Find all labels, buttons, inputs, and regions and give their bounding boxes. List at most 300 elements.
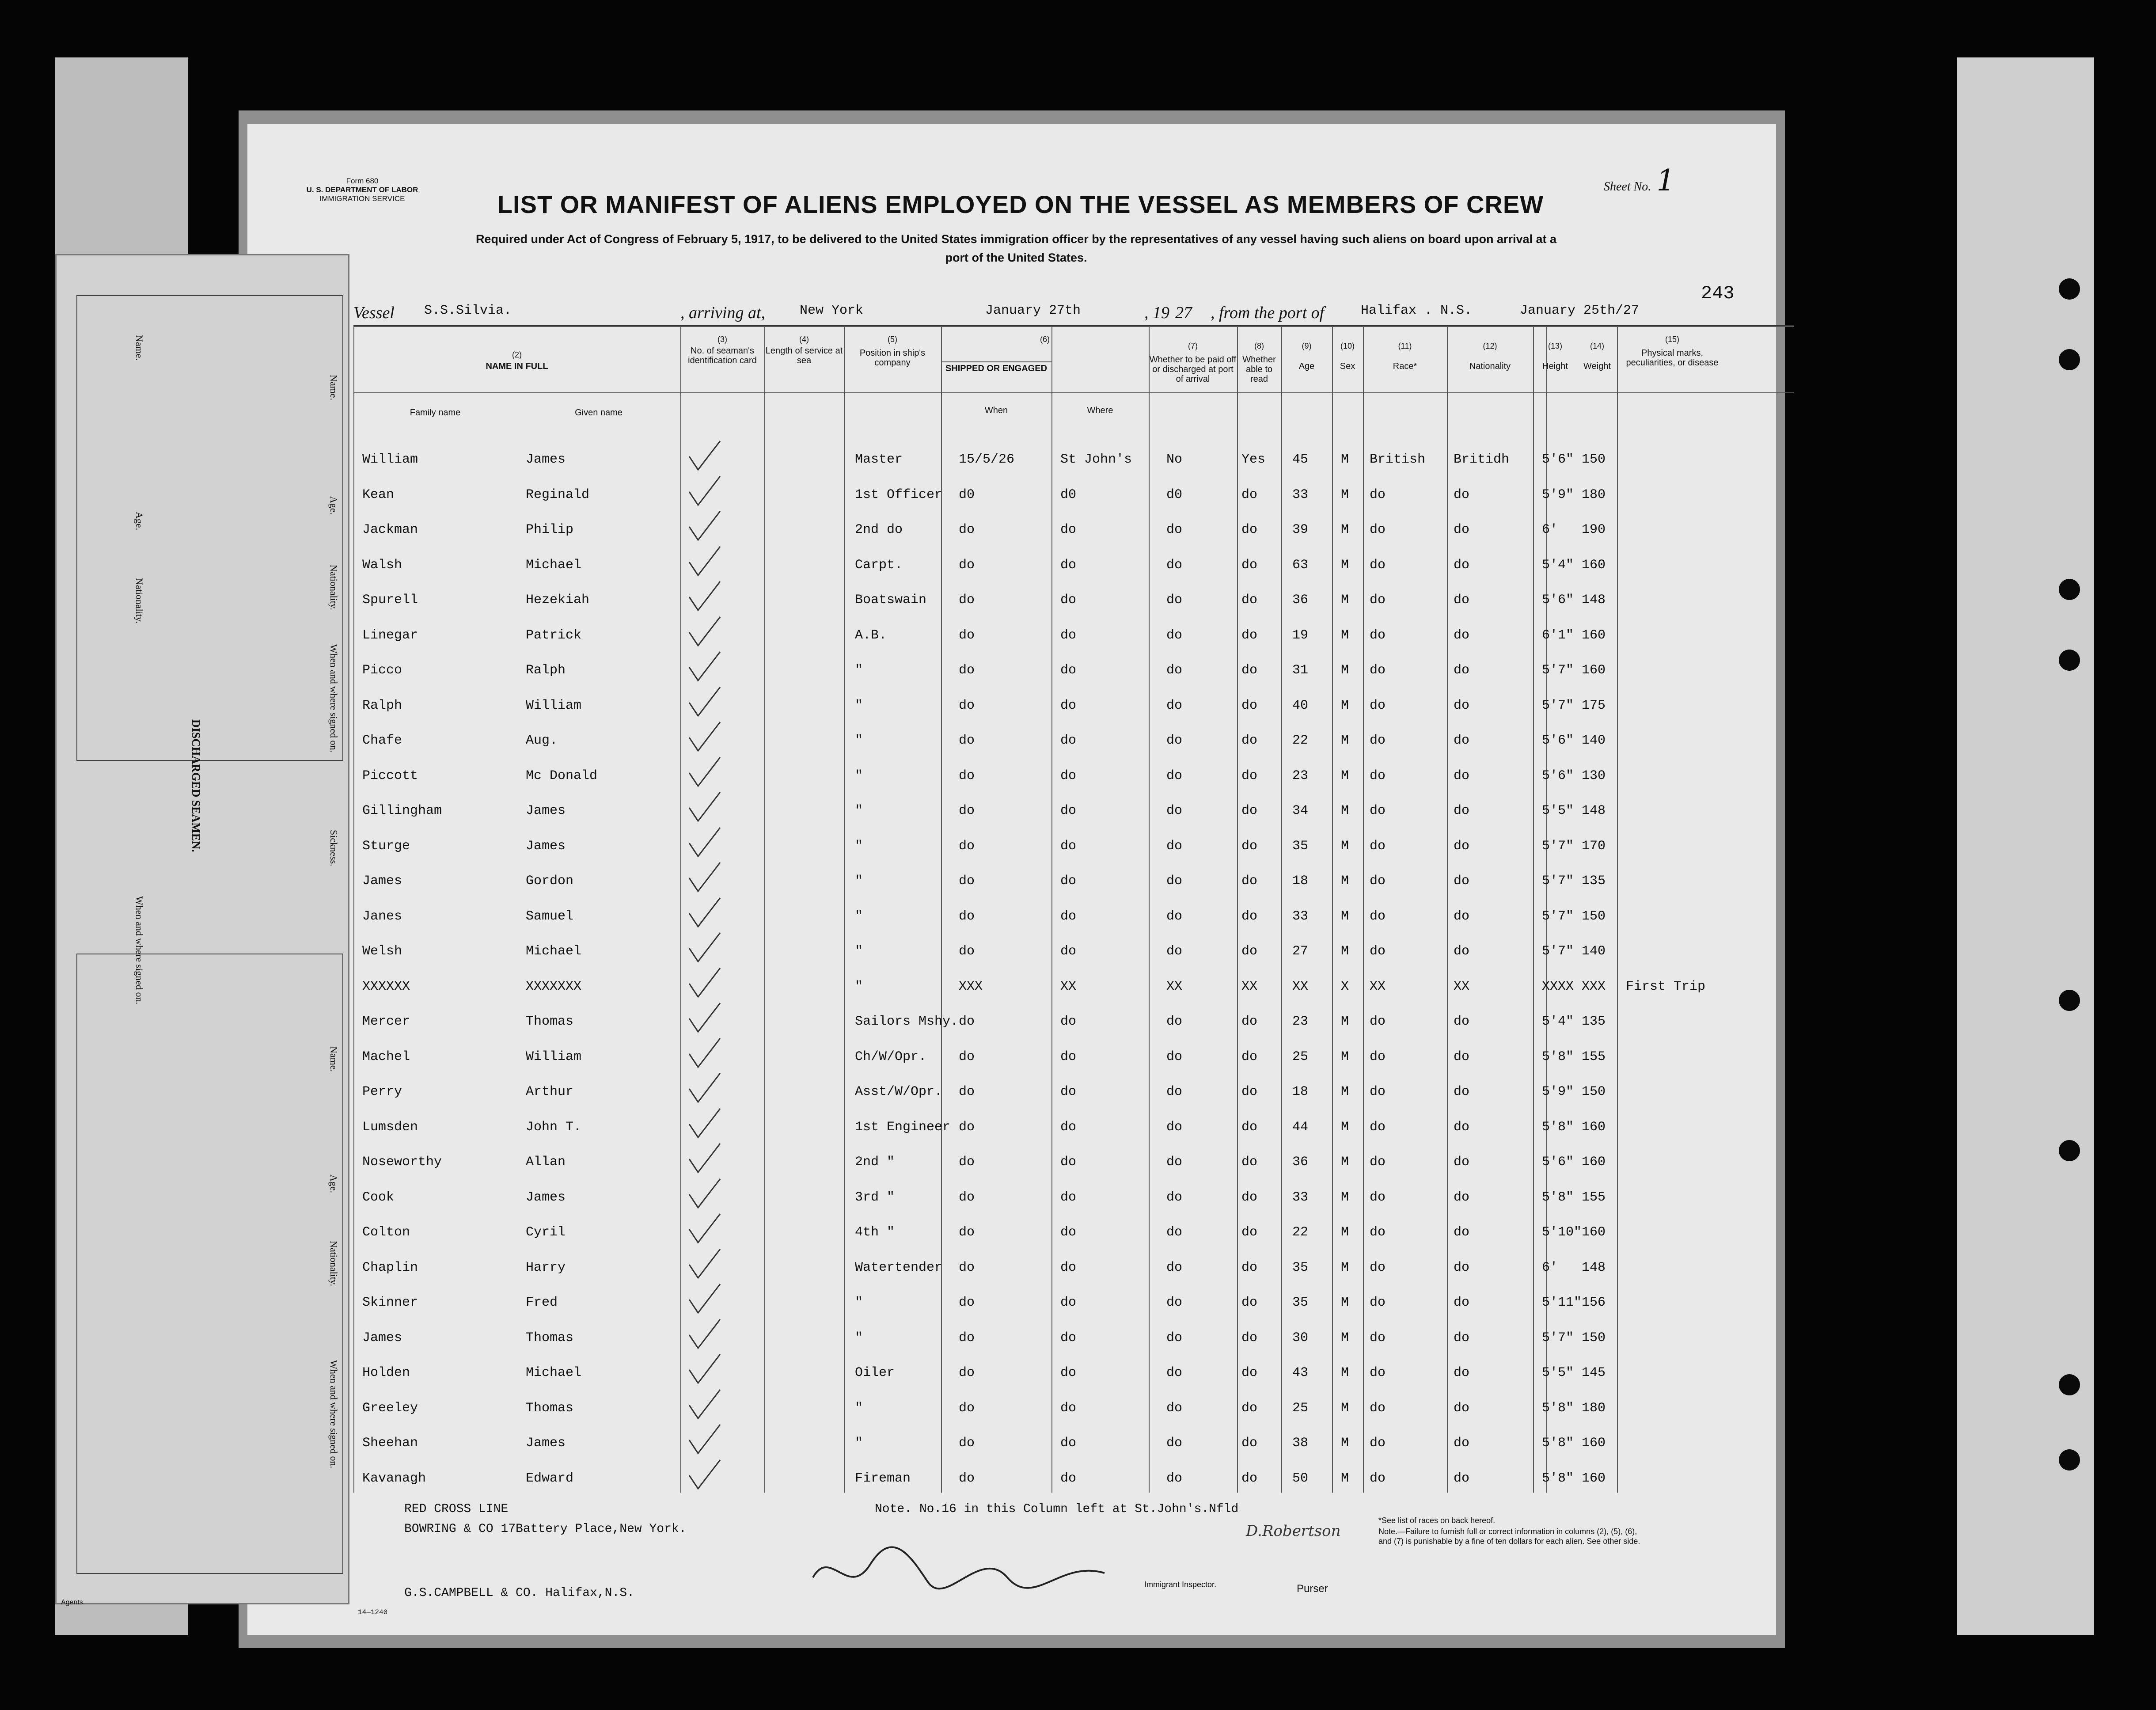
cell-weight: 180: [1582, 1400, 1606, 1416]
cell-family: XXXXXX: [362, 979, 410, 994]
cell-weight: 135: [1582, 1014, 1606, 1029]
binder-hole: [2059, 349, 2080, 370]
cell-race: do: [1370, 733, 1386, 748]
col11-number: (11): [1398, 342, 1412, 350]
cell-age: 35: [1292, 838, 1309, 854]
cell-age: 44: [1292, 1119, 1309, 1135]
cell-where: do: [1060, 1189, 1077, 1205]
cell-read: do: [1241, 768, 1258, 783]
cell-position: ": [855, 979, 863, 994]
cell-weight: 145: [1582, 1365, 1606, 1380]
cell-weight: 150: [1582, 452, 1606, 467]
cell-paid: do: [1166, 803, 1183, 818]
col-header-where: Where: [1087, 406, 1113, 415]
cell-where: do: [1060, 627, 1077, 643]
cell-sex: M: [1341, 1295, 1349, 1310]
col13-number: (13): [1548, 342, 1562, 350]
cell-sex: M: [1341, 908, 1349, 924]
cell-race: do: [1370, 1400, 1386, 1416]
cell-read: do: [1241, 1119, 1258, 1135]
cell-read: do: [1241, 874, 1258, 889]
cell-sex: M: [1341, 1471, 1349, 1486]
cell-weight: 180: [1582, 487, 1606, 502]
cell-where: do: [1060, 768, 1077, 783]
vessel-name: S.S.Silvia.: [424, 303, 512, 318]
cell-nationality: do: [1454, 1471, 1470, 1486]
cell-read: do: [1241, 698, 1258, 713]
cell-weight: 150: [1582, 1330, 1606, 1345]
col-header-marks: Physical marks, peculiarities, or disease: [1626, 348, 1719, 368]
cell-race: do: [1370, 663, 1386, 678]
cell-weight: 160: [1582, 627, 1606, 643]
cell-sex: M: [1341, 768, 1349, 783]
footnote-penalty: Note.—Failure to furnish full or correct information in columns (2), (5), (6), and (7) is punishable by a fine of ten dollars for each alien. See other side.: [1378, 1527, 1640, 1546]
cell-where: do: [1060, 1084, 1077, 1099]
cell-read: do: [1241, 1330, 1258, 1345]
cell-given: Mc Donald: [526, 768, 598, 783]
cell-paid: do: [1166, 663, 1183, 678]
purser-signature: D.Robertson: [1246, 1522, 1341, 1540]
cell-paid: do: [1166, 1471, 1183, 1486]
cell-race: do: [1370, 803, 1386, 818]
cell-sex: M: [1341, 944, 1349, 959]
cell-age: 23: [1292, 768, 1309, 783]
arriving-label: , arriving at,: [680, 304, 766, 322]
cell-where: do: [1060, 1400, 1077, 1416]
cell-age: 31: [1292, 663, 1309, 678]
cell-race: do: [1370, 487, 1386, 502]
cell-race: do: [1370, 1225, 1386, 1240]
cell-height: 5'6": [1542, 768, 1574, 783]
cell-race: do: [1370, 1155, 1386, 1170]
cell-given: Allan: [526, 1155, 566, 1170]
year-value: 27: [1175, 304, 1192, 322]
cell-sex: M: [1341, 1155, 1349, 1170]
flap-age-label: Age.: [134, 512, 145, 531]
cell-when: do: [959, 1365, 975, 1380]
cell-position: ": [855, 768, 863, 783]
cell-height: 5'9": [1542, 1084, 1574, 1099]
cell-height: 5'8": [1542, 1400, 1574, 1416]
flap-title: DISCHARGED SEAMEN.: [190, 719, 202, 852]
col12-number: (12): [1483, 342, 1497, 350]
cell-nationality: do: [1454, 733, 1470, 748]
cell-where: do: [1060, 593, 1077, 608]
cell-where: XX: [1060, 979, 1077, 994]
cell-paid: do: [1166, 1049, 1183, 1064]
cell-height: 5'8": [1542, 1049, 1574, 1064]
cell-when: do: [959, 874, 975, 889]
cell-read: do: [1241, 1436, 1258, 1451]
flap-when-where-label-2: When and where signed on.: [328, 644, 339, 752]
cell-position: ": [855, 908, 863, 924]
cell-sex: M: [1341, 1014, 1349, 1029]
col7-number: (7): [1188, 342, 1198, 350]
cell-given: Michael: [526, 944, 582, 959]
cell-sex: M: [1341, 522, 1349, 537]
cell-read: do: [1241, 1155, 1258, 1170]
cell-position: 4th ": [855, 1225, 895, 1240]
cell-when: do: [959, 1436, 975, 1451]
cell-nationality: do: [1454, 1260, 1470, 1275]
cell-read: do: [1241, 557, 1258, 573]
cell-position: 2nd ": [855, 1155, 895, 1170]
col4-number: (4): [799, 335, 809, 344]
cell-sex: M: [1341, 557, 1349, 573]
cell-height: 5'9": [1542, 487, 1574, 502]
cell-when: do: [959, 1295, 975, 1310]
cell-race: do: [1370, 522, 1386, 537]
col-header-race: Race*: [1393, 361, 1417, 371]
cell-read: do: [1241, 1365, 1258, 1380]
cell-nationality: do: [1454, 663, 1470, 678]
cell-paid: do: [1166, 1260, 1183, 1275]
cell-sex: M: [1341, 452, 1349, 467]
col5-number: (5): [888, 335, 897, 344]
flap-age-label-3: Age.: [328, 1174, 339, 1193]
cell-where: do: [1060, 557, 1077, 573]
cell-where: do: [1060, 874, 1077, 889]
cell-family: Picco: [362, 663, 402, 678]
cell-position: ": [855, 1400, 863, 1416]
cell-age: XX: [1292, 979, 1309, 994]
cell-height: XXXX: [1542, 979, 1574, 994]
cell-height: 5'6": [1542, 733, 1574, 748]
cell-paid: do: [1166, 1295, 1183, 1310]
cell-read: XX: [1241, 979, 1258, 994]
cell-weight: 160: [1582, 1119, 1606, 1135]
cell-age: 33: [1292, 908, 1309, 924]
cell-where: do: [1060, 1436, 1077, 1451]
cell-when: do: [959, 803, 975, 818]
cell-family: Colton: [362, 1225, 410, 1240]
cell-weight: 175: [1582, 698, 1606, 713]
col-header-position: Position in ship's company: [859, 348, 926, 368]
col6-number: (6): [1040, 335, 1050, 344]
cell-given: Arthur: [526, 1084, 574, 1099]
cell-height: 6'1": [1542, 627, 1574, 643]
cell-weight: XXX: [1582, 979, 1606, 994]
cell-given: James: [526, 838, 566, 854]
cell-family: Sheehan: [362, 1436, 418, 1451]
cell-when: do: [959, 1330, 975, 1345]
cell-where: do: [1060, 1119, 1077, 1135]
cell-position: ": [855, 698, 863, 713]
cell-height: 5'6": [1542, 1155, 1574, 1170]
cell-weight: 148: [1582, 593, 1606, 608]
inspector-label: Immigrant Inspector.: [1144, 1580, 1217, 1589]
cell-family: Cook: [362, 1189, 395, 1205]
cell-read: do: [1241, 1049, 1258, 1064]
cell-race: do: [1370, 1471, 1386, 1486]
cell-where: do: [1060, 1471, 1077, 1486]
col-header-given: Given name: [575, 408, 623, 418]
col-header-read: Whether able to read: [1242, 355, 1276, 384]
cell-position: Watertender: [855, 1260, 943, 1275]
col-header-when: When: [984, 406, 1008, 415]
cell-sex: M: [1341, 1330, 1349, 1345]
cell-when: do: [959, 1189, 975, 1205]
cell-height: 5'8": [1542, 1119, 1574, 1135]
cell-sex: M: [1341, 733, 1349, 748]
cell-height: 5'8": [1542, 1436, 1574, 1451]
cell-position: ": [855, 733, 863, 748]
cell-read: do: [1241, 1014, 1258, 1029]
cell-read: do: [1241, 663, 1258, 678]
cell-nationality: do: [1454, 874, 1470, 889]
cell-where: do: [1060, 1365, 1077, 1380]
cell-when: do: [959, 1014, 975, 1029]
cell-height: 5'5": [1542, 803, 1574, 818]
col-header-height: Height: [1542, 361, 1568, 371]
cell-sex: M: [1341, 487, 1349, 502]
cell-position: ": [855, 1436, 863, 1451]
cell-height: 5'7": [1542, 698, 1574, 713]
cell-paid: do: [1166, 1225, 1183, 1240]
cell-family: Sturge: [362, 838, 410, 854]
cell-when: do: [959, 663, 975, 678]
cell-race: do: [1370, 1119, 1386, 1135]
agents-label: Agents.: [61, 1599, 85, 1606]
cell-when: do: [959, 768, 975, 783]
cell-race: do: [1370, 627, 1386, 643]
cell-nationality: do: [1454, 803, 1470, 818]
cell-race: do: [1370, 593, 1386, 608]
cell-family: William: [362, 452, 418, 467]
flap-age-label-2: Age.: [328, 496, 339, 515]
col-header-sex: Sex: [1340, 361, 1355, 371]
vessel-line: [353, 300, 1723, 327]
cell-paid: do: [1166, 1155, 1183, 1170]
cell-family: Chaplin: [362, 1260, 418, 1275]
cell-race: do: [1370, 1365, 1386, 1380]
cell-race: do: [1370, 1330, 1386, 1345]
cell-given: Patrick: [526, 627, 582, 643]
flap-when-where-label-3: When and where signed on.: [328, 1360, 339, 1468]
cell-position: Boatswain: [855, 593, 927, 608]
cell-paid: do: [1166, 1330, 1183, 1345]
cell-position: Ch/W/Opr.: [855, 1049, 927, 1064]
col-header-shipped: SHIPPED OR ENGAGED: [945, 364, 1048, 373]
flap-name-label: Name.: [134, 335, 145, 361]
cell-when: do: [959, 557, 975, 573]
flap-when-where-label: When and where signed on.: [134, 896, 145, 1004]
line-name: RED CROSS LINE: [404, 1502, 509, 1516]
cell-height: 5'5": [1542, 1365, 1574, 1380]
agent-halifax: G.S.CAMPBELL & CO. Halifax,N.S.: [404, 1586, 634, 1600]
cell-sex: M: [1341, 627, 1349, 643]
cell-sex: M: [1341, 593, 1349, 608]
cell-read: do: [1241, 627, 1258, 643]
cell-sex: M: [1341, 1084, 1349, 1099]
cell-sex: M: [1341, 1189, 1349, 1205]
cell-race: do: [1370, 768, 1386, 783]
cell-when: do: [959, 627, 975, 643]
year-label: , 19: [1144, 304, 1169, 322]
cell-weight: 155: [1582, 1189, 1606, 1205]
cell-nationality: do: [1454, 768, 1470, 783]
cell-when: do: [959, 593, 975, 608]
cell-weight: 150: [1582, 1084, 1606, 1099]
cell-paid: do: [1166, 627, 1183, 643]
cell-paid: d0: [1166, 487, 1183, 502]
cell-nationality: do: [1454, 908, 1470, 924]
cell-age: 40: [1292, 698, 1309, 713]
cell-given: Thomas: [526, 1400, 574, 1416]
cell-weight: 148: [1582, 803, 1606, 818]
cell-family: Welsh: [362, 944, 402, 959]
cell-height: 5'4": [1542, 1014, 1574, 1029]
cell-read: do: [1241, 838, 1258, 854]
page-title: LIST OR MANIFEST OF ALIENS EMPLOYED ON THE VESSEL AS MEMBERS OF CREW: [497, 190, 1544, 218]
cell-age: 25: [1292, 1049, 1309, 1064]
cell-position: 2nd do: [855, 522, 903, 537]
cell-nationality: do: [1454, 698, 1470, 713]
cell-age: 50: [1292, 1471, 1309, 1486]
cell-family: Kean: [362, 487, 395, 502]
cell-position: Asst/W/Opr.: [855, 1084, 943, 1099]
cell-paid: XX: [1166, 979, 1183, 994]
cell-position: Carpt.: [855, 557, 903, 573]
cell-paid: do: [1166, 1189, 1183, 1205]
cell-when: do: [959, 733, 975, 748]
flap-nationality-label-3: Nationality.: [328, 1241, 339, 1287]
cell-sex: M: [1341, 1225, 1349, 1240]
cell-given: Fred: [526, 1295, 558, 1310]
col-header-name: NAME IN FULL: [486, 361, 548, 371]
cell-position: Sailors Mshy.: [855, 1014, 959, 1029]
cell-weight: 170: [1582, 838, 1606, 854]
cell-family: Linegar: [362, 627, 418, 643]
cell-nationality: do: [1454, 838, 1470, 854]
cell-nationality: do: [1454, 1295, 1470, 1310]
cell-sex: M: [1341, 1400, 1349, 1416]
cell-family: Greeley: [362, 1400, 418, 1416]
cell-where: St John's: [1060, 452, 1132, 467]
cell-race: do: [1370, 1436, 1386, 1451]
cell-race: do: [1370, 874, 1386, 889]
cell-age: 33: [1292, 487, 1309, 502]
cell-when: do: [959, 1225, 975, 1240]
col9-number: (9): [1302, 342, 1312, 350]
cell-age: 63: [1292, 557, 1309, 573]
cell-read: do: [1241, 803, 1258, 818]
form-code: 14—1240: [358, 1608, 388, 1616]
cell-family: James: [362, 1330, 402, 1345]
flap-grid-top: [76, 295, 343, 761]
col-header-weight: Weight: [1583, 361, 1611, 371]
flap-grid-bottom: [76, 954, 343, 1574]
cell-weight: 140: [1582, 944, 1606, 959]
cell-when: do: [959, 1119, 975, 1135]
col10-number: (10): [1340, 342, 1355, 350]
cell-nationality: do: [1454, 1365, 1470, 1380]
departure-date: January 25th/27: [1520, 303, 1640, 318]
cell-position: Master: [855, 452, 903, 467]
cell-family: Holden: [362, 1365, 410, 1380]
cell-height: 5'4": [1542, 557, 1574, 573]
cell-position: ": [855, 874, 863, 889]
cell-nationality: do: [1454, 1436, 1470, 1451]
col15-number: (15): [1665, 335, 1679, 344]
cell-where: do: [1060, 1014, 1077, 1029]
col-header-service: Length of service at sea: [765, 346, 843, 365]
cell-age: 35: [1292, 1260, 1309, 1275]
cell-sex: M: [1341, 1260, 1349, 1275]
cell-read: do: [1241, 487, 1258, 502]
cell-position: A.B.: [855, 627, 887, 643]
cell-race: do: [1370, 698, 1386, 713]
cell-position: ": [855, 663, 863, 678]
cell-paid: do: [1166, 908, 1183, 924]
vessel-label: Vessel: [353, 304, 395, 322]
arriving-port: New York: [800, 303, 864, 318]
cell-race: British: [1370, 452, 1426, 467]
cell-where: do: [1060, 733, 1077, 748]
cell-nationality: do: [1454, 593, 1470, 608]
flap-sickness-label: Sickness.: [328, 830, 339, 866]
cell-nationality: do: [1454, 1189, 1470, 1205]
cell-age: 39: [1292, 522, 1309, 537]
cell-weight: 140: [1582, 733, 1606, 748]
cell-family: Noseworthy: [362, 1155, 442, 1170]
check-mark-icon: [685, 1458, 725, 1502]
cell-where: do: [1060, 1260, 1077, 1275]
cell-weight: 130: [1582, 768, 1606, 783]
cell-given: Hezekiah: [526, 593, 590, 608]
cell-position: 1st Engineer: [855, 1119, 951, 1135]
cell-age: 45: [1292, 452, 1309, 467]
flap-nationality-label: Nationality.: [134, 578, 145, 624]
cell-weight: 148: [1582, 1260, 1606, 1275]
cell-age: 25: [1292, 1400, 1309, 1416]
cell-where: d0: [1060, 487, 1077, 502]
binder-hole: [2059, 650, 2080, 671]
from-label: , from the port of: [1211, 304, 1325, 322]
agent-newyork: BOWRING & CO 17Battery Place,New York.: [404, 1522, 687, 1536]
cell-when: do: [959, 1400, 975, 1416]
cell-nationality: do: [1454, 1155, 1470, 1170]
cell-given: Philip: [526, 522, 574, 537]
department-name: U. S. DEPARTMENT OF LABOR: [306, 186, 418, 194]
cell-read: do: [1241, 1225, 1258, 1240]
cell-family: James: [362, 874, 402, 889]
cell-nationality: do: [1454, 1014, 1470, 1029]
cell-position: ": [855, 944, 863, 959]
cell-paid: do: [1166, 557, 1183, 573]
cell-nationality: do: [1454, 1119, 1470, 1135]
cell-paid: do: [1166, 1119, 1183, 1135]
cell-paid: do: [1166, 1014, 1183, 1029]
cell-nationality: do: [1454, 522, 1470, 537]
cell-age: 18: [1292, 874, 1309, 889]
cell-when: do: [959, 838, 975, 854]
cell-family: Spurell: [362, 593, 418, 608]
cell-when: do: [959, 522, 975, 537]
cell-sex: M: [1341, 1365, 1349, 1380]
cell-race: do: [1370, 1014, 1386, 1029]
cell-race: do: [1370, 944, 1386, 959]
cell-age: 23: [1292, 1014, 1309, 1029]
manifest-number: 243: [1701, 283, 1735, 304]
cell-given: Gordon: [526, 874, 574, 889]
cell-family: Mercer: [362, 1014, 410, 1029]
cell-sex: M: [1341, 803, 1349, 818]
binder-hole: [2059, 579, 2080, 600]
cell-marks: First Trip: [1626, 979, 1706, 994]
cell-position: ": [855, 1330, 863, 1345]
cell-given: Harry: [526, 1260, 566, 1275]
